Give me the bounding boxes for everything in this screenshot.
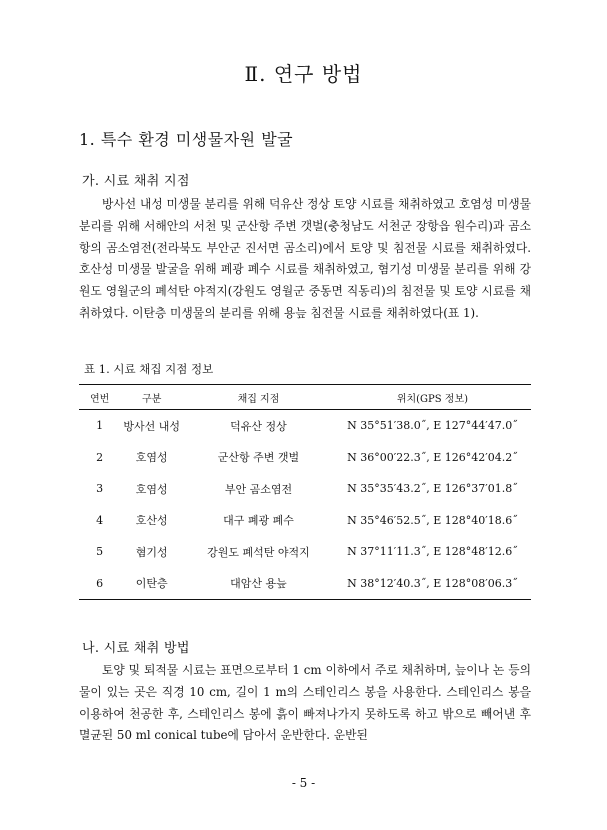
cell-site: 대구 폐광 폐수 xyxy=(223,514,294,528)
cell-gps: N 36°00′22.3˝, E 126°42′04.2˝ xyxy=(347,450,518,464)
table-caption: 표 1. 시료 채집 지점 정보 xyxy=(84,362,214,376)
table-row xyxy=(79,410,531,442)
cell-site: 부안 곰소염전 xyxy=(224,482,293,496)
cell-no: 1 xyxy=(96,419,104,433)
cell-no: 6 xyxy=(96,576,104,590)
cell-gps: N 37°11′11.3˝, E 128°48′12.6˝ xyxy=(347,545,518,559)
cell-gps: N 35°46′52.5˝, E 128°40′18.6˝ xyxy=(347,513,518,527)
cell-type: 호산성 xyxy=(135,514,168,528)
cell-site: 군산항 주변 갯벌 xyxy=(217,451,300,465)
header-type: 구분 xyxy=(142,393,162,405)
cell-type: 혐기성 xyxy=(135,545,168,559)
chapter-title: Ⅱ. 연구 방법 xyxy=(244,62,363,86)
cell-no: 5 xyxy=(96,545,104,559)
subsection-a-title: 가. 시료 채취 지점 xyxy=(82,174,190,189)
page-number: - 5 - xyxy=(291,776,316,790)
table-header-row xyxy=(79,385,531,410)
subsection-b-title: 나. 시료 채취 방법 xyxy=(82,641,190,656)
cell-site: 대암산 용늪 xyxy=(230,577,287,591)
cell-site: 덕유산 정상 xyxy=(230,419,287,433)
section-title: 1. 특수 환경 미생물자원 발굴 xyxy=(79,130,294,149)
subsection-a-text: 방사선 내성 미생물 분리를 위해 덕유산 정상 토양 시료를 채취하였고 호염성 미생물 분리를 위해 서해안의 서천 및 군산항 주변 갯벌(충청남도 서천군 장항읍 원수리)과 곰소항의 곰소염전(전라북도 부안군 진서면 곰소리)에서 토양 및 침전물 시료를 채취하였다. 호산성 미생물 발굴을 위해 폐광 폐수 시료를 채취하였고, 혐기성 미생물 분리를 위해 강원도 영월군의 폐석탄 야적지(강원도 영월군 중동면 직동리)의 침전물 및 토양 시료를 채취하였다. 이탄층 미생물의 분리를 위해 용늪 침전물 시료를 채취하였다(표 1). xyxy=(79,197,531,320)
cell-site: 강원도 폐석탄 야적지 xyxy=(207,545,310,559)
table-row xyxy=(79,505,531,537)
cell-no: 4 xyxy=(96,513,104,527)
subsection-a-paragraph xyxy=(79,194,531,325)
cell-type: 이탄층 xyxy=(135,577,168,591)
header-gps: 위치(GPS 정보) xyxy=(396,393,469,405)
cell-no: 2 xyxy=(96,450,104,464)
cell-gps: N 35°51′38.0˝, E 127°44′47.0˝ xyxy=(347,419,518,433)
header-site: 채집 지점 xyxy=(237,393,280,405)
cell-type: 호염성 xyxy=(135,451,168,465)
cell-type: 방사선 내성 xyxy=(123,419,181,433)
subsection-b-text: 토양 및 퇴적물 시료는 표면으로부터 1 cm 이하에서 주로 채취하며, 늪이나 논 등의 물이 있는 곳은 직경 10 cm, 길이 1 m의 스테인리스 봉을 사용한다. 스테인리스 봉을 이용하여 천공한 후, 스테인리스 봉에 흙이 빠져나가지 못하도록 하고 밖으로 빼어낸 후 멸균된 50 ml conical tube에 담아서 운반한다. 운반된 xyxy=(79,663,531,743)
sample-site-table xyxy=(79,384,531,600)
header-no: 연번 xyxy=(89,393,110,405)
cell-gps: N 35°35′43.2˝, E 126°37′01.8˝ xyxy=(347,482,518,496)
table-row xyxy=(79,473,531,505)
cell-gps: N 38°12′40.3˝, E 128°08′06.3˝ xyxy=(347,576,518,590)
table-row xyxy=(79,442,531,474)
cell-type: 호염성 xyxy=(135,482,168,496)
table-row xyxy=(79,536,531,568)
table-row xyxy=(79,568,531,600)
subsection-b-paragraph xyxy=(79,660,531,747)
cell-no: 3 xyxy=(96,482,104,496)
